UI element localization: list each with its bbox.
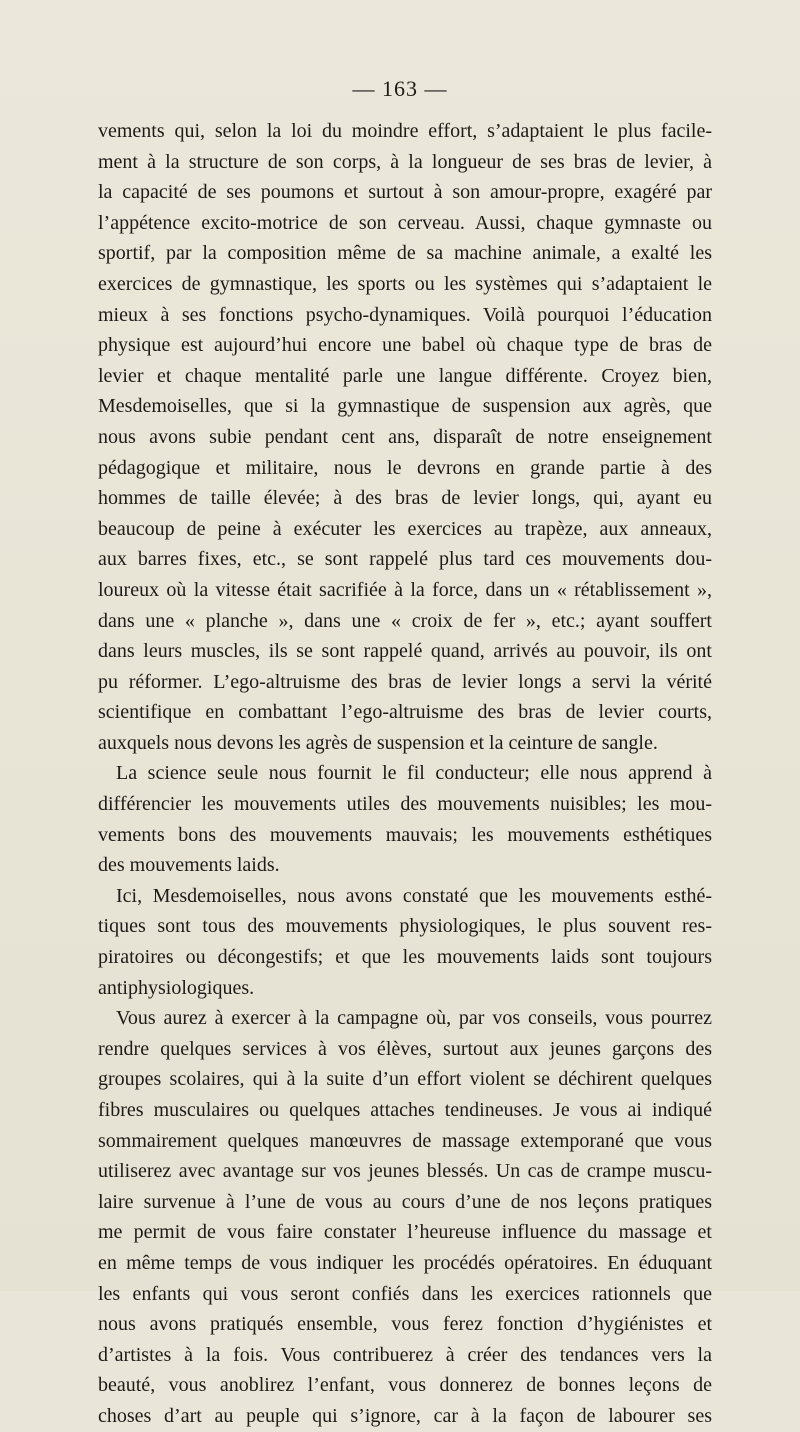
text-line: scientifique en combattant l’ego-altruisme des bras de levier courts, — [98, 701, 712, 724]
text-line: piratoires ou décongestifs; et que les mouvements laids sont toujours — [98, 946, 712, 969]
paragraph — [98, 881, 712, 1003]
text-line: l’appétence excito-motrice de son cerveau. Aussi, chaque gymnaste ou — [98, 211, 712, 234]
text-line: des mouvements laids. — [98, 854, 280, 877]
text-line: rendre quelques services à vos élèves, surtout aux jeunes garçons des — [98, 1037, 712, 1060]
text-line: aux barres fixes, etc., se sont rappelé plus tard ces mouvements dou- — [98, 548, 712, 571]
text-line: Ici, Mesdemoiselles, nous avons constaté que les mouvements esthé- — [116, 884, 712, 907]
paragraph — [98, 1003, 712, 1431]
text-line: différencier les mouvements utiles des mouvements nuisibles; les mou- — [98, 793, 712, 816]
text-line: vements bons des mouvements mauvais; les mouvements esthétiques — [98, 823, 712, 846]
text-line: exercices de gymnastique, les sports ou les systèmes qui s’adaptaient le — [98, 272, 712, 295]
text-line: choses d’art au peuple qui s’ignore, car à la façon de labourer ses — [98, 1404, 712, 1427]
text-line: les enfants qui vous seront confiés dans les exercices rationnels que — [98, 1282, 712, 1305]
text-line: laire survenue à l’une de vous au cours d’une de nos leçons pratiques — [98, 1190, 712, 1213]
text-line: loureux où la vitesse était sacrifiée à la force, dans un « rétablissement », — [98, 578, 712, 601]
text-line: levier et chaque mentalité parle une langue différente. Croyez bien, — [98, 364, 712, 387]
text-line: utiliserez avec avantage sur vos jeunes blessés. Un cas de crampe muscu- — [98, 1160, 712, 1183]
text-line: pédagogique et militaire, nous le devrons en grande partie à des — [98, 456, 712, 479]
text-line: pu réformer. L’ego-altruisme des bras de levier longs a servi la vérité — [98, 670, 712, 693]
text-line: hommes de taille élevée; à des bras de levier longs, qui, ayant eu — [98, 487, 712, 510]
text-line: Vous aurez à exercer à la campagne où, par vos conseils, vous pourrez — [116, 1007, 712, 1030]
page-number: — 163 — — [352, 76, 448, 101]
text-line: fibres musculaires ou quelques attaches tendineuses. Je vous ai indiqué — [98, 1099, 712, 1121]
text-line: auxquels nous devons les agrès de suspension et la ceinture de sangle. — [98, 731, 658, 754]
body-text — [98, 116, 712, 1432]
text-line: en même temps de vous indiquer les procédés opératoires. En éduquant — [98, 1251, 712, 1274]
text-line: beaucoup de peine à exécuter les exercices au trapèze, aux anneaux, — [98, 517, 712, 540]
text-line: sommairement quelques manœuvres de massage extemporané que vous — [98, 1129, 712, 1152]
text-line: me permit de vous faire constater l’heureuse influence du massage et — [98, 1221, 712, 1244]
text-line: dans une « planche », dans une « croix de fer », etc.; ayant souffert — [98, 609, 712, 632]
text-line: beauté, vous anoblirez l’enfant, vous donnerez de bonnes leçons de — [98, 1374, 712, 1397]
text-line: la capacité de ses poumons et surtout à son amour-propre, exagéré par — [98, 181, 712, 204]
text-line: mieux à ses fonctions psycho-dynamiques. Voilà pourquoi l’éducation — [98, 303, 712, 326]
text-line: vements qui, selon la loi du moindre effort, s’adaptaient le plus facile- — [98, 120, 712, 142]
paragraph — [98, 116, 712, 758]
text-line: d’artistes à la fois. Vous contribuerez à créer des tendances vers la — [98, 1343, 712, 1366]
text-line: La science seule nous fournit le fil conducteur; elle nous apprend à — [116, 762, 712, 785]
text-line: tiques sont tous des mouvements physiologiques, le plus souvent res- — [98, 915, 712, 938]
text-line: antiphysiologiques. — [98, 976, 255, 999]
text-line: dans leurs muscles, ils se sont rappelé quand, arrivés au pouvoir, ils ont — [98, 640, 712, 663]
text-line: nous avons pratiqués ensemble, vous ferez fonction d’hygiénistes et — [98, 1313, 712, 1336]
text-line: ment à la structure de son corps, à la longueur de ses bras de levier, à — [98, 150, 712, 173]
text-line: sportif, par la composition même de sa machine animale, a exalté les — [98, 242, 712, 265]
text-line: physique est aujourd’hui encore une babel où chaque type de bras de — [98, 334, 712, 357]
text-line: Mesdemoiselles, que si la gymnastique de suspension aux agrès, que — [98, 395, 712, 418]
paragraph — [98, 758, 712, 880]
text-line: nous avons subie pendant cent ans, disparaît de notre enseignement — [98, 425, 712, 448]
text-line: groupes scolaires, qui à la suite d’un effort violent se déchirent quelques — [98, 1068, 712, 1091]
